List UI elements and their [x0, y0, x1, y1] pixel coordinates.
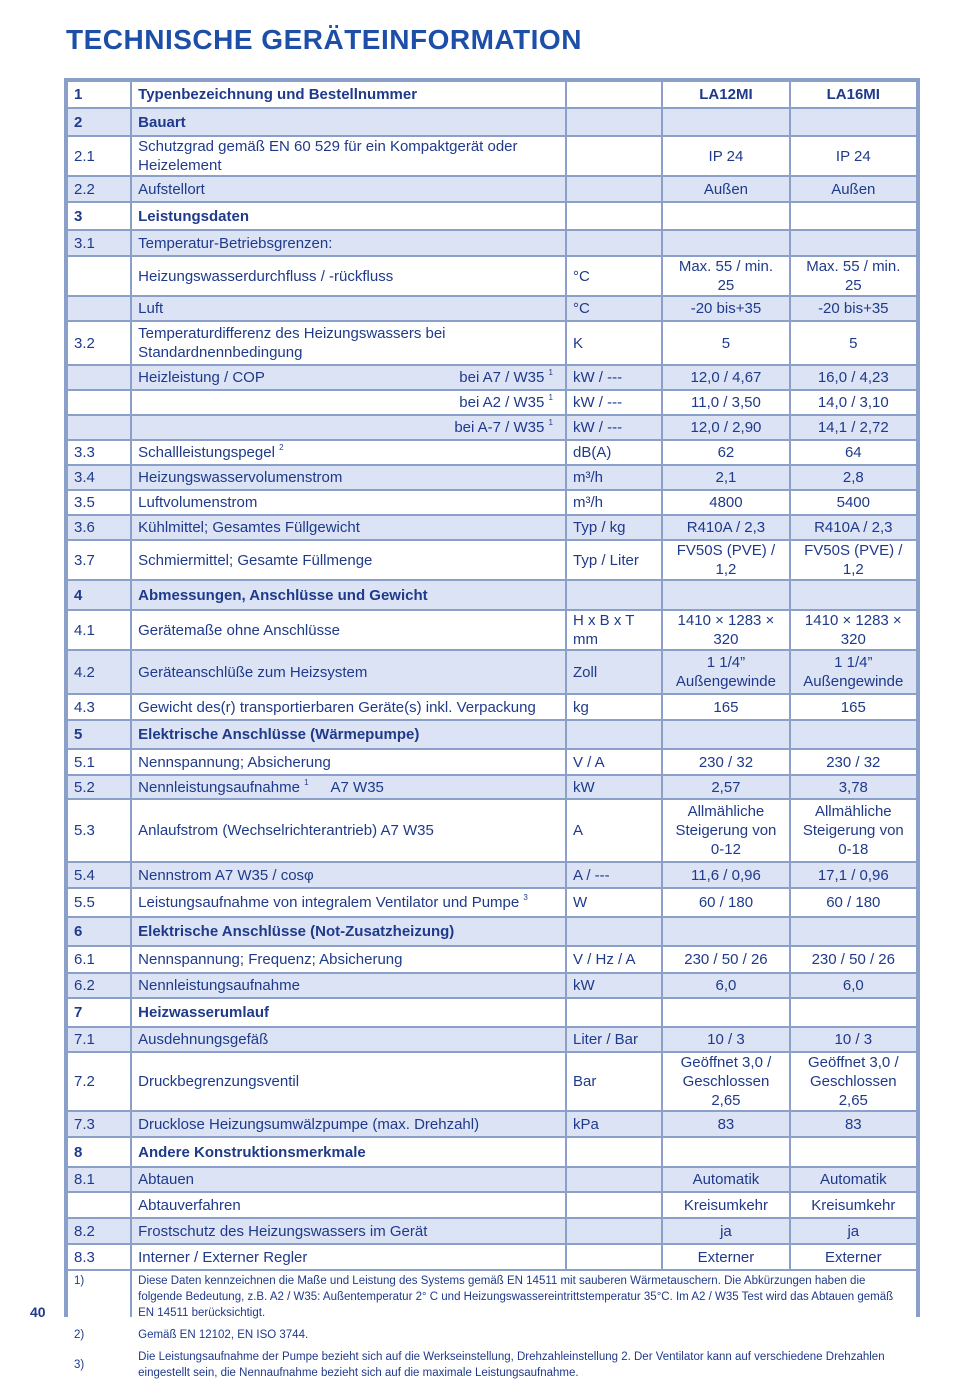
table-row [68, 137, 916, 175]
value-la16mi: 5 [791, 322, 916, 364]
row-unit: Typ / Liter [567, 541, 661, 579]
description-text: Schutzgrad gemäß EN 60 529 für ein Kompaktgerät oder Heizelement [138, 138, 518, 174]
row-description [132, 466, 565, 489]
table-row [68, 416, 916, 439]
table-row [68, 947, 916, 972]
row-unit: A / --- [567, 863, 661, 887]
value-la12mi: 165 [663, 695, 788, 719]
description-text: Frostschutz des Heizungswassers im Gerät [138, 1222, 428, 1240]
row-description [132, 416, 565, 439]
value-la16mi [791, 721, 916, 748]
value-la12mi: Max. 55 / min. 25 [663, 257, 788, 295]
row-number: 8.2 [68, 1219, 130, 1243]
description-text: Heizungswasservolumenstrom [138, 469, 343, 486]
row-number: 2 [68, 109, 130, 135]
row-number: 8 [68, 1138, 130, 1166]
value-la16mi [791, 918, 916, 945]
row-number: 4.2 [68, 651, 130, 693]
row-number: 4.3 [68, 695, 130, 719]
table-row [68, 1053, 916, 1110]
table-row [68, 466, 916, 489]
row-number: 3.7 [68, 541, 130, 579]
row-number: 6.2 [68, 974, 130, 997]
value-la12mi: 12,0 / 4,67 [663, 366, 788, 389]
row-description [132, 800, 565, 861]
condition-label [454, 418, 553, 437]
value-la16mi: Automatik [791, 1168, 916, 1191]
row-unit: A [567, 800, 661, 861]
row-number [68, 416, 130, 439]
description-text: Abtauen [138, 1171, 195, 1188]
row-number: 7.2 [68, 1053, 130, 1110]
description-text: Heizwasserumlauf [138, 1004, 270, 1021]
table-row [68, 1112, 916, 1136]
row-unit [567, 1138, 661, 1166]
row-unit [567, 999, 661, 1026]
footnote-text: Die Leistungsaufnahme der Pumpe bezieht sich auf die Werkseinstellung, Drehzahleinstellung 2. Der Ventilator kann auf verschiedene Drehzahlen eingestellt sein, die Nennaufnahme bezieht sich auf die maximale Leistungsaufnahme. [132, 1347, 916, 1383]
value-la16mi [791, 581, 916, 609]
row-description [132, 918, 565, 945]
row-number: 5.2 [68, 776, 130, 798]
value-la16mi: IP 24 [791, 137, 916, 175]
value-la16mi: Allmähliche Steigerung von 0-18 [791, 800, 916, 861]
row-unit: V / A [567, 750, 661, 774]
table-row [68, 695, 916, 719]
value-la12mi: Geöffnet 3,0 / Geschlossen 2,65 [663, 1053, 788, 1110]
value-la16mi: 83 [791, 1112, 916, 1136]
table-row [68, 1028, 916, 1051]
table-row [68, 257, 916, 295]
description-text: Gewicht des(r) transportierbaren Geräte(s) inkl. Verpackung [138, 698, 536, 716]
row-unit: kW / --- [567, 391, 661, 414]
row-unit: m³/h [567, 491, 661, 514]
row-unit [567, 177, 661, 201]
condition-text: bei A2 / W35 [459, 394, 545, 411]
condition-label [459, 368, 553, 387]
row-description [132, 695, 565, 719]
value-la12mi [663, 109, 788, 135]
description-text: Schmiermittel; Gesamte Füllmenge [138, 551, 373, 569]
row-unit [567, 137, 661, 175]
page-number: 40 [30, 1304, 46, 1320]
description-text: Anlaufstrom (Wechselrichterantrieb) A7 W35 [138, 822, 434, 839]
value-la16mi: 17,1 / 0,96 [791, 863, 916, 887]
row-number: 3.3 [68, 441, 130, 464]
description-text: Elektrische Anschlüsse (Not-Zusatzheizung) [138, 923, 455, 940]
value-la16mi: 230 / 32 [791, 750, 916, 774]
row-description [132, 491, 565, 514]
value-la12mi: LA12MI [663, 82, 788, 107]
row-description [132, 541, 565, 579]
row-description [132, 1138, 565, 1166]
table-row [68, 441, 916, 464]
row-number: 6 [68, 918, 130, 945]
row-unit: m³/h [567, 466, 661, 489]
row-unit: kW / --- [567, 416, 661, 439]
row-unit: Typ / kg [567, 516, 661, 539]
description-text: Nennleistungsaufnahme [138, 977, 300, 994]
row-description [132, 1193, 565, 1217]
section-row [68, 721, 916, 748]
description-text: Typenbezeichnung und Bestellnummer [138, 86, 418, 103]
description-text: Kühlmittel; Gesamtes Füllgewicht [138, 519, 360, 536]
description-text: Luftvolumenstrom [138, 494, 258, 511]
row-unit [567, 109, 661, 135]
value-la12mi: Automatik [663, 1168, 788, 1191]
footnote-row [68, 1271, 916, 1323]
table-row [68, 651, 916, 693]
value-la16mi [791, 109, 916, 135]
row-number: 3 [68, 203, 130, 229]
row-number: 5.5 [68, 889, 130, 916]
row-number: 3.4 [68, 466, 130, 489]
value-la12mi [663, 203, 788, 229]
value-la16mi: ja [791, 1219, 916, 1243]
description-text: Leistungsaufnahme von integralem Ventilator und Pumpe [138, 894, 520, 911]
row-description [132, 974, 565, 997]
value-la12mi: 83 [663, 1112, 788, 1136]
value-la16mi: Max. 55 / min. 25 [791, 257, 916, 295]
table-row [68, 391, 916, 414]
row-number: 3.1 [68, 231, 130, 255]
value-la12mi: IP 24 [663, 137, 788, 175]
row-unit [567, 721, 661, 748]
value-la16mi: 3,78 [791, 776, 916, 798]
row-description [132, 177, 565, 201]
value-la12mi [663, 721, 788, 748]
table-row [68, 889, 916, 916]
row-description [132, 1053, 565, 1110]
description-text: Abmessungen, Anschlüsse und Gewicht [138, 586, 428, 604]
row-description [132, 297, 565, 320]
row-number [68, 366, 130, 389]
footnote-mark: 3) [68, 1347, 130, 1383]
footnote-mark: 2) [68, 1325, 130, 1345]
row-unit: Zoll [567, 651, 661, 693]
row-description [132, 366, 565, 389]
row-number [68, 297, 130, 320]
table-row [68, 750, 916, 774]
condition-text: bei A7 / W35 [459, 369, 545, 386]
value-la16mi: 165 [791, 695, 916, 719]
row-number: 7 [68, 999, 130, 1026]
description-text: Ausdehnungsgefäß [138, 1031, 269, 1048]
row-description [132, 231, 565, 255]
row-unit: dB(A) [567, 441, 661, 464]
value-la12mi: 5 [663, 322, 788, 364]
row-number: 3.2 [68, 322, 130, 364]
page-title: TECHNISCHE GERÄTEINFORMATION [66, 24, 582, 55]
row-description [132, 137, 565, 175]
value-la12mi: 2,1 [663, 466, 788, 489]
value-la12mi: 2,57 [663, 776, 788, 798]
value-la16mi: 14,0 / 3,10 [791, 391, 916, 414]
value-la12mi: 230 / 50 / 26 [663, 947, 788, 972]
footnote-ref: 2 [279, 443, 284, 452]
section-row [68, 918, 916, 945]
table-row [68, 800, 916, 861]
footnote-ref: 1 [304, 777, 309, 787]
row-number: 7.1 [68, 1028, 130, 1051]
row-number: 8.1 [68, 1168, 130, 1191]
value-la12mi [663, 918, 788, 945]
value-la16mi: Außen [791, 177, 916, 201]
value-la12mi: 10 / 3 [663, 1028, 788, 1051]
value-la12mi [663, 999, 788, 1026]
row-description [132, 391, 565, 414]
row-number: 2.1 [68, 137, 130, 175]
row-unit [567, 918, 661, 945]
row-description [132, 776, 565, 798]
value-la12mi: 1 1/4” Außengewinde [663, 651, 788, 693]
row-description [132, 611, 565, 649]
description-text: Abtauverfahren [138, 1196, 241, 1214]
value-la16mi: 6,0 [791, 974, 916, 997]
table-row [68, 1245, 916, 1269]
row-number: 4.1 [68, 611, 130, 649]
row-unit [567, 203, 661, 229]
row-unit: K [567, 322, 661, 364]
description-text: Andere Konstruktionsmerkmale [138, 1143, 366, 1161]
row-number: 6.1 [68, 947, 130, 972]
row-number: 5.1 [68, 750, 130, 774]
description-tail: A7 W35 [330, 778, 384, 796]
row-description [132, 1028, 565, 1051]
section-row [68, 581, 916, 609]
row-number [68, 391, 130, 414]
footnote-ref: 3 [523, 893, 528, 902]
row-description [132, 257, 565, 295]
footnote-text: Diese Daten kennzeichnen die Maße und Leistung des Systems gemäß EN 14511 mit sauberen Wärmetauschern. Die Abkürzungen haben die folgende Bedeutung, z.B. A2 / W35: Außentemperatur 2° C und Heizungswassereintrittstemperatur 35°C. Im A2 / W35 Test wird das Abtauen gemäß EN 14511 berücksichtigt. [132, 1271, 916, 1323]
value-la12mi: 6,0 [663, 974, 788, 997]
description-text: Drucklose Heizungsumwälzpumpe (max. Drehzahl) [138, 1115, 480, 1133]
description-text: Temperaturdifferenz des Heizungswassers bei Standardnennbedingung [138, 325, 446, 361]
value-la16mi: Geöffnet 3,0 / Geschlossen 2,65 [791, 1053, 916, 1110]
row-unit [567, 82, 661, 107]
row-description [132, 863, 565, 887]
value-la12mi: -20 bis+35 [663, 297, 788, 320]
table-row [68, 863, 916, 887]
description-text: Leistungsdaten [138, 207, 249, 225]
row-unit: kW [567, 776, 661, 798]
row-unit [567, 1193, 661, 1217]
value-la12mi: 4800 [663, 491, 788, 514]
table-row [68, 297, 916, 320]
row-number: 5.4 [68, 863, 130, 887]
description-text: Luft [138, 300, 164, 317]
row-unit: W [567, 889, 661, 916]
row-unit: Bar [567, 1053, 661, 1110]
description-text: Heizungswasserdurchfluss / -rückfluss [138, 267, 394, 285]
row-number: 5.3 [68, 800, 130, 861]
row-description [132, 1112, 565, 1136]
footnote-row [68, 1325, 916, 1345]
description-text: Interner / Externer Regler [138, 1248, 308, 1266]
row-number: 8.3 [68, 1245, 130, 1269]
table-row [68, 541, 916, 579]
row-unit [567, 1219, 661, 1243]
footnote-ref: 1 [548, 368, 553, 377]
row-description [132, 999, 565, 1026]
row-number: 1 [68, 82, 130, 107]
condition-label [459, 393, 553, 412]
table-row [68, 231, 916, 255]
description-text: Nennspannung; Absicherung [138, 753, 331, 771]
description-text: Aufstellort [138, 180, 205, 198]
value-la16mi: 16,0 / 4,23 [791, 366, 916, 389]
value-la12mi: 11,6 / 0,96 [663, 863, 788, 887]
row-description [132, 581, 565, 609]
section-row [68, 999, 916, 1026]
row-description [132, 1219, 565, 1243]
description-text: Schallleistungspegel [138, 444, 275, 461]
row-number: 3.6 [68, 516, 130, 539]
table-row [68, 1219, 916, 1243]
row-unit [567, 1245, 661, 1269]
row-description [132, 651, 565, 693]
description-text: Bauart [138, 113, 186, 131]
row-description [132, 947, 565, 972]
table-row [68, 491, 916, 514]
value-la16mi: R410A / 2,3 [791, 516, 916, 539]
section-row [68, 1138, 916, 1166]
value-la16mi: 2,8 [791, 466, 916, 489]
row-unit: kPa [567, 1112, 661, 1136]
row-number: 3.5 [68, 491, 130, 514]
row-description [132, 889, 565, 916]
spec-table [66, 80, 918, 1385]
condition-text: bei A-7 / W35 [454, 419, 545, 436]
row-description [132, 109, 565, 135]
row-description [132, 516, 565, 539]
table-row [68, 177, 916, 201]
description-text: Nennleistungsaufnahme [138, 778, 300, 796]
spec-table-body [68, 82, 916, 1383]
description-text: Druckbegrenzungsventil [138, 1073, 300, 1090]
value-la12mi: Externer [663, 1245, 788, 1269]
table-row [68, 1193, 916, 1217]
row-unit [567, 581, 661, 609]
row-number: 7.3 [68, 1112, 130, 1136]
value-la12mi: ja [663, 1219, 788, 1243]
section-row [68, 203, 916, 229]
value-la16mi: 14,1 / 2,72 [791, 416, 916, 439]
row-description [132, 721, 565, 748]
value-la12mi: 12,0 / 2,90 [663, 416, 788, 439]
row-description [132, 203, 565, 229]
value-la16mi [791, 999, 916, 1026]
table-row [68, 776, 916, 798]
row-unit: Liter / Bar [567, 1028, 661, 1051]
table-row [68, 974, 916, 997]
value-la12mi: 230 / 32 [663, 750, 788, 774]
row-unit: kW / --- [567, 366, 661, 389]
value-la16mi [791, 1138, 916, 1166]
value-la16mi: Externer [791, 1245, 916, 1269]
row-unit [567, 231, 661, 255]
value-la16mi [791, 231, 916, 255]
row-number: 5 [68, 721, 130, 748]
table-row [68, 611, 916, 649]
value-la16mi: 5400 [791, 491, 916, 514]
footnote-ref: 1 [548, 393, 553, 402]
description-text: Gerätemaße ohne Anschlüsse [138, 621, 340, 639]
value-la12mi: Kreisumkehr [663, 1193, 788, 1217]
value-la12mi [663, 1138, 788, 1166]
value-la16mi: 64 [791, 441, 916, 464]
table-row [68, 516, 916, 539]
value-la16mi [791, 203, 916, 229]
row-unit: kW [567, 974, 661, 997]
value-la12mi [663, 581, 788, 609]
row-unit: °C [567, 257, 661, 295]
description-text: Temperatur-Betriebsgrenzen: [138, 234, 333, 252]
value-la12mi: 11,0 / 3,50 [663, 391, 788, 414]
description-text: Heizleistung / COP [138, 369, 265, 386]
value-la16mi: 60 / 180 [791, 889, 916, 916]
value-la12mi: FV50S (PVE) / 1,2 [663, 541, 788, 579]
section-row [68, 109, 916, 135]
table-row [68, 1168, 916, 1191]
footnote-text: Gemäß EN 12102, EN ISO 3744. [132, 1325, 916, 1345]
table-row [68, 366, 916, 389]
row-unit: V / Hz / A [567, 947, 661, 972]
description-text: Nennstrom A7 W35 / cosφ [138, 866, 314, 884]
value-la16mi: 230 / 50 / 26 [791, 947, 916, 972]
row-unit: kg [567, 695, 661, 719]
row-number [68, 1193, 130, 1217]
table-row [68, 322, 916, 364]
value-la16mi: FV50S (PVE) / 1,2 [791, 541, 916, 579]
description-text: Geräteanschlüße zum Heizsystem [138, 663, 368, 681]
footnote-ref: 1 [548, 418, 553, 427]
row-description [132, 750, 565, 774]
row-description [132, 322, 565, 364]
row-number: 4 [68, 581, 130, 609]
value-la12mi: R410A / 2,3 [663, 516, 788, 539]
footnote-row [68, 1347, 916, 1383]
row-unit: °C [567, 297, 661, 320]
row-number: 2.2 [68, 177, 130, 201]
value-la12mi: Allmähliche Steigerung von 0-12 [663, 800, 788, 861]
value-la12mi [663, 231, 788, 255]
value-la16mi: LA16MI [791, 82, 916, 107]
row-number [68, 257, 130, 295]
description-text: Nennspannung; Frequenz; Absicherung [138, 951, 403, 968]
row-description [132, 1168, 565, 1191]
footnote-mark: 1) [68, 1271, 130, 1323]
value-la16mi: -20 bis+35 [791, 297, 916, 320]
value-la12mi: 1410 × 1283 × 320 [663, 611, 788, 649]
value-la12mi: 60 / 180 [663, 889, 788, 916]
row-unit [567, 1168, 661, 1191]
value-la16mi: 1410 × 1283 × 320 [791, 611, 916, 649]
row-unit: H x B x T mm [567, 611, 661, 649]
description-text: Elektrische Anschlüsse (Wärmepumpe) [138, 726, 420, 743]
value-la16mi: 1 1/4” Außengewinde [791, 651, 916, 693]
row-description [132, 82, 565, 107]
row-description [132, 441, 565, 464]
header-row [68, 82, 916, 107]
value-la12mi: Außen [663, 177, 788, 201]
value-la16mi: 10 / 3 [791, 1028, 916, 1051]
row-description [132, 1245, 565, 1269]
value-la16mi: Kreisumkehr [791, 1193, 916, 1217]
value-la12mi: 62 [663, 441, 788, 464]
